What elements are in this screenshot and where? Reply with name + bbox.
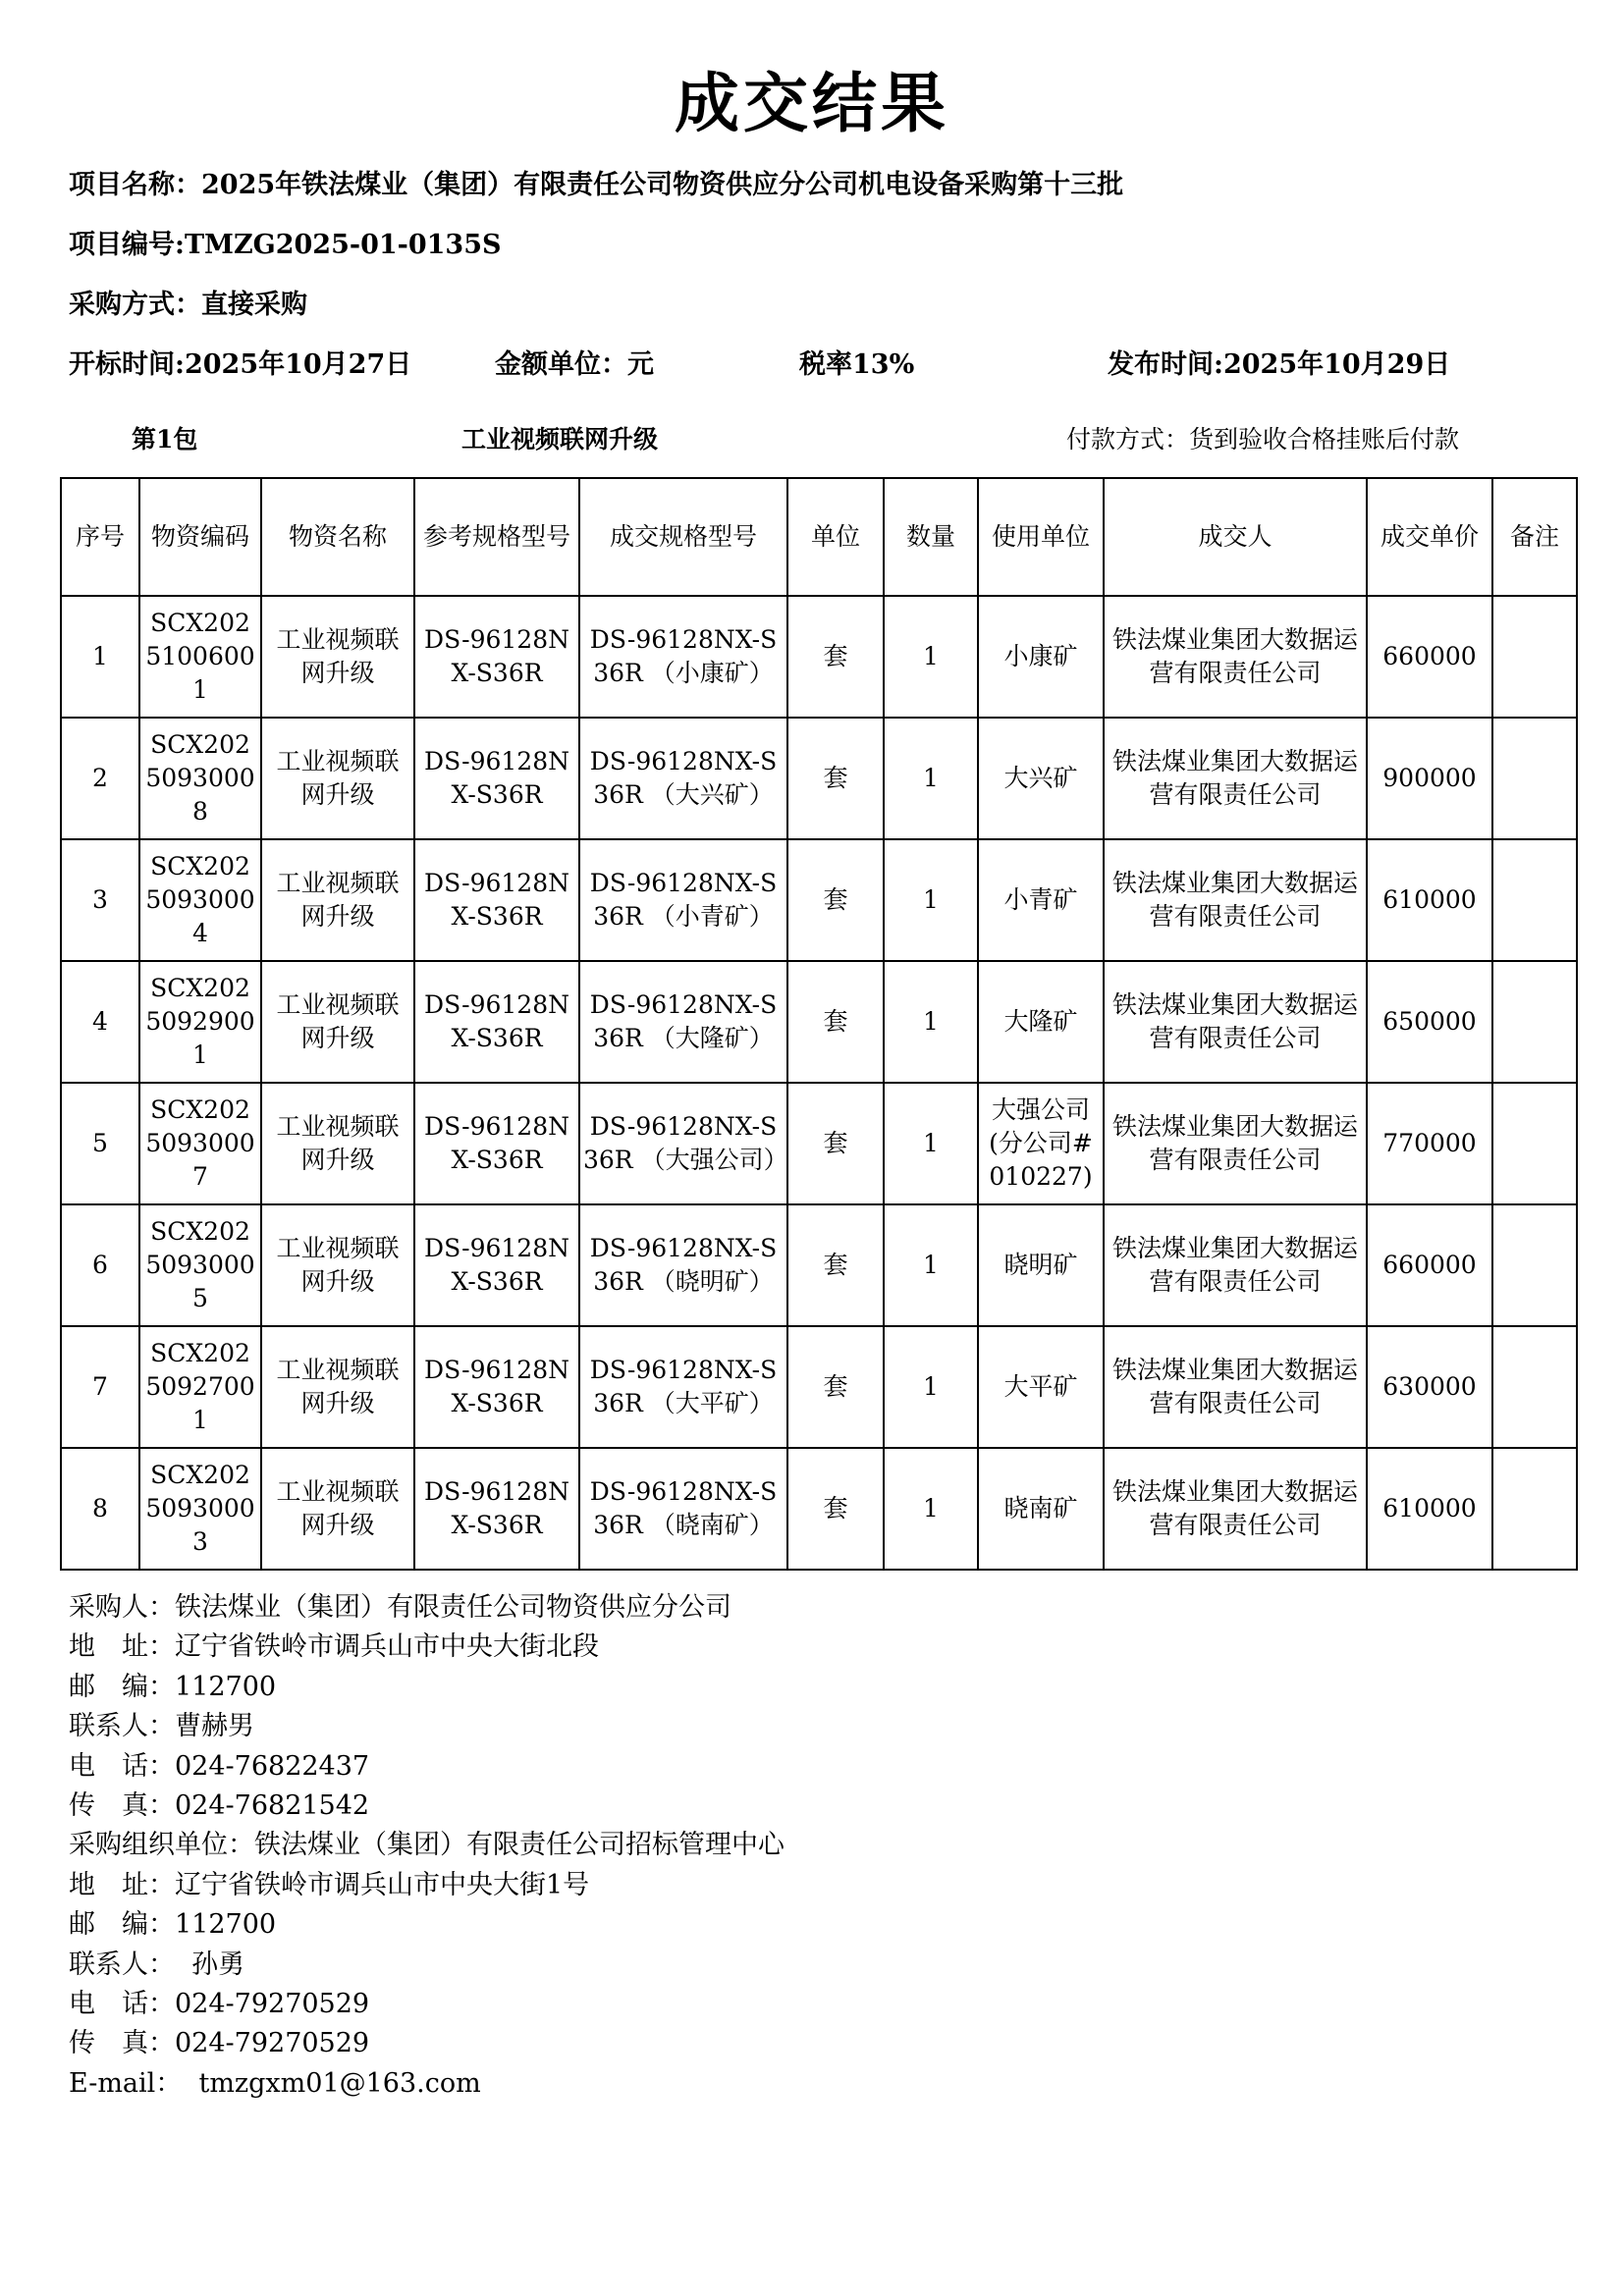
table-row	[61, 839, 1577, 961]
purchaser-phone: 电 话：024-76822437	[69, 1750, 370, 1782]
vendor: 铁法煤业集团大数据运营有限责任公司	[1104, 718, 1367, 839]
amount-unit: 金额单位：元	[495, 349, 654, 380]
package-label: 第1包	[132, 425, 198, 454]
reference-spec: DS-96128NX-S36R	[414, 1083, 579, 1204]
quantity: 1	[884, 718, 978, 839]
reference-spec: DS-96128NX-S36R	[414, 839, 579, 961]
header-cell: 物资编码	[139, 478, 261, 596]
remark	[1492, 1204, 1577, 1326]
material-code: SCX20250930007	[139, 1083, 261, 1204]
unit-price: 610000	[1367, 1448, 1492, 1570]
reference-spec: DS-96128NX-S36R	[414, 1204, 579, 1326]
header-cell: 物资名称	[261, 478, 414, 596]
reference-spec: DS-96128NX-S36R	[414, 1448, 579, 1570]
vendor: 铁法煤业集团大数据运营有限责任公司	[1104, 839, 1367, 961]
unit: 套	[787, 839, 884, 961]
deal-spec: DS-96128NX-S36R （大隆矿）	[579, 961, 787, 1083]
deal-spec: DS-96128NX-S36R （小康矿）	[579, 596, 787, 718]
vendor: 铁法煤业集团大数据运营有限责任公司	[1104, 1204, 1367, 1326]
material-code: SCX20250930003	[139, 1448, 261, 1570]
row-number: 6	[61, 1204, 139, 1326]
material-name: 工业视频联网升级	[261, 839, 414, 961]
publish-time: 发布时间:2025年10月29日	[1108, 349, 1451, 380]
row-number: 1	[61, 596, 139, 718]
deal-spec: DS-96128NX-S36R （晓南矿）	[579, 1448, 787, 1570]
table-row	[61, 1448, 1577, 1570]
deal-spec: DS-96128NX-S36R （大平矿）	[579, 1326, 787, 1448]
header-cell: 数量	[884, 478, 978, 596]
material-name: 工业视频联网升级	[261, 596, 414, 718]
material-code: SCX20251006001	[139, 596, 261, 718]
material-name: 工业视频联网升级	[261, 1326, 414, 1448]
user-unit: 晓南矿	[978, 1448, 1104, 1570]
project-code: 项目编号:TMZG2025-01-0135S	[69, 230, 502, 260]
vendor: 铁法煤业集团大数据运营有限责任公司	[1104, 1326, 1367, 1448]
header-cell: 成交规格型号	[579, 478, 787, 596]
table-row	[61, 1326, 1577, 1448]
row-number: 5	[61, 1083, 139, 1204]
deal-spec: DS-96128NX-S36R （大兴矿）	[579, 718, 787, 839]
remark	[1492, 596, 1577, 718]
deal-spec: DS-96128NX-S36R （小青矿）	[579, 839, 787, 961]
row-number: 7	[61, 1326, 139, 1448]
page-title: 成交结果	[675, 66, 949, 141]
user-unit: 晓明矿	[978, 1204, 1104, 1326]
reference-spec: DS-96128NX-S36R	[414, 718, 579, 839]
deal-spec: DS-96128NX-S36R （晓明矿）	[579, 1204, 787, 1326]
package-name: 工业视频联网升级	[461, 425, 659, 454]
material-code: SCX20250930005	[139, 1204, 261, 1326]
material-code: SCX20250929001	[139, 961, 261, 1083]
purchaser-fax: 传 真：024-76821542	[69, 1790, 370, 1822]
header-cell: 参考规格型号	[414, 478, 579, 596]
material-name: 工业视频联网升级	[261, 1204, 414, 1326]
deal-spec: DS-96128NX-S36R （大强公司）	[579, 1083, 787, 1204]
agency-address: 地 址：辽宁省铁岭市调兵山市中央大街1号	[69, 1869, 590, 1900]
user-unit: 大兴矿	[978, 718, 1104, 839]
row-number: 8	[61, 1448, 139, 1570]
header-cell: 单位	[787, 478, 884, 596]
material-name: 工业视频联网升级	[261, 1448, 414, 1570]
email: E-mail： tmzgxm01@163.com	[69, 2067, 481, 2099]
row-number: 3	[61, 839, 139, 961]
agency-fax: 传 真：024-79270529	[69, 2028, 370, 2059]
user-unit: 小康矿	[978, 596, 1104, 718]
remark	[1492, 961, 1577, 1083]
unit: 套	[787, 961, 884, 1083]
material-name: 工业视频联网升级	[261, 1083, 414, 1204]
unit-price: 770000	[1367, 1083, 1492, 1204]
purchaser-zip: 邮 编：112700	[69, 1671, 277, 1702]
vendor: 铁法煤业集团大数据运营有限责任公司	[1104, 1448, 1367, 1570]
unit: 套	[787, 1448, 884, 1570]
quantity: 1	[884, 1083, 978, 1204]
reference-spec: DS-96128NX-S36R	[414, 961, 579, 1083]
user-unit: 大平矿	[978, 1326, 1104, 1448]
table-row	[61, 1204, 1577, 1326]
agency-contact: 联系人： 孙勇	[69, 1949, 245, 1980]
row-number: 4	[61, 961, 139, 1083]
quantity: 1	[884, 1326, 978, 1448]
agency-phone: 电 话：024-79270529	[69, 1989, 370, 2020]
header-cell: 使用单位	[978, 478, 1104, 596]
payment-terms: 付款方式：货到验收合格挂账后付款	[1066, 425, 1460, 454]
material-code: SCX20250930004	[139, 839, 261, 961]
table-row	[61, 596, 1577, 718]
header-cell: 序号	[61, 478, 139, 596]
project-name: 项目名称：2025年铁法煤业（集团）有限责任公司物资供应分公司机电设备采购第十三批	[69, 170, 1124, 200]
remark	[1492, 1326, 1577, 1448]
unit-price: 660000	[1367, 1204, 1492, 1326]
table-row	[61, 961, 1577, 1083]
quantity: 1	[884, 1448, 978, 1570]
purchase-method: 采购方式：直接采购	[69, 290, 307, 320]
agency-zip: 邮 编：112700	[69, 1909, 277, 1941]
user-unit: 大隆矿	[978, 961, 1104, 1083]
contact-info	[69, 1588, 785, 2104]
quantity: 1	[884, 1204, 978, 1326]
reference-spec: DS-96128NX-S36R	[414, 1326, 579, 1448]
purchaser-address: 地 址：辽宁省铁岭市调兵山市中央大街北段	[69, 1631, 599, 1663]
unit: 套	[787, 1326, 884, 1448]
remark	[1492, 1083, 1577, 1204]
material-name: 工业视频联网升级	[261, 718, 414, 839]
tax-rate: 税率13%	[799, 349, 915, 380]
quantity: 1	[884, 596, 978, 718]
reference-spec: DS-96128NX-S36R	[414, 596, 579, 718]
header-cell: 成交人	[1104, 478, 1367, 596]
results-table	[60, 477, 1578, 1571]
unit: 套	[787, 1083, 884, 1204]
material-code: SCX20250927001	[139, 1326, 261, 1448]
table-row	[61, 718, 1577, 839]
header-cell: 成交单价	[1367, 478, 1492, 596]
user-unit: 小青矿	[978, 839, 1104, 961]
material-name: 工业视频联网升级	[261, 961, 414, 1083]
vendor: 铁法煤业集团大数据运营有限责任公司	[1104, 596, 1367, 718]
table-header-row	[61, 478, 1577, 596]
material-code: SCX20250930008	[139, 718, 261, 839]
unit: 套	[787, 1204, 884, 1326]
user-unit: 大强公司(分公司#010227)	[978, 1083, 1104, 1204]
remark	[1492, 718, 1577, 839]
remark	[1492, 839, 1577, 961]
unit-price: 610000	[1367, 839, 1492, 961]
unit-price: 630000	[1367, 1326, 1492, 1448]
vendor: 铁法煤业集团大数据运营有限责任公司	[1104, 961, 1367, 1083]
purchaser: 采购人：铁法煤业（集团）有限责任公司物资供应分公司	[69, 1592, 731, 1623]
quantity: 1	[884, 839, 978, 961]
unit: 套	[787, 718, 884, 839]
open-time: 开标时间:2025年10月27日	[69, 349, 412, 380]
row-number: 2	[61, 718, 139, 839]
table-row	[61, 1083, 1577, 1204]
unit-price: 660000	[1367, 596, 1492, 718]
unit-price: 650000	[1367, 961, 1492, 1083]
vendor: 铁法煤业集团大数据运营有限责任公司	[1104, 1083, 1367, 1204]
unit-price: 900000	[1367, 718, 1492, 839]
remark	[1492, 1448, 1577, 1570]
quantity: 1	[884, 961, 978, 1083]
unit: 套	[787, 596, 884, 718]
purchaser-contact: 联系人：曹赫男	[69, 1711, 254, 1742]
header-cell: 备注	[1492, 478, 1577, 596]
agency: 采购组织单位：铁法煤业（集团）有限责任公司招标管理中心	[69, 1830, 785, 1861]
